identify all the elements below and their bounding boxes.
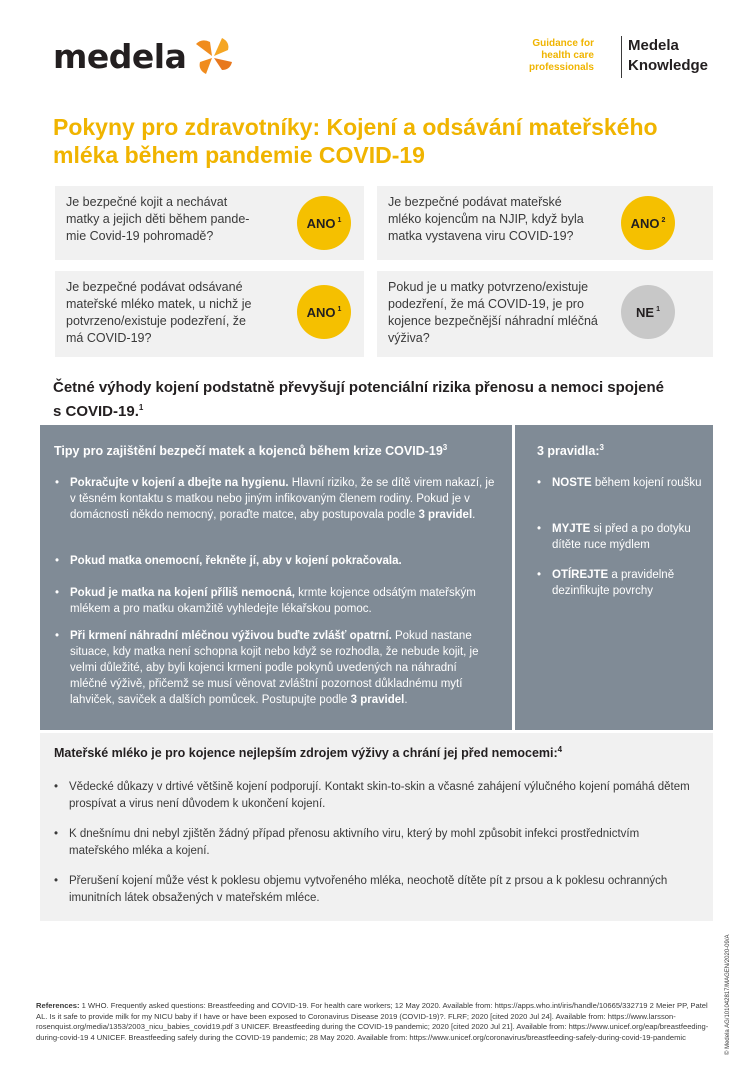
rule-text: a pravidelně dezinfikujte povrchy [552,569,675,597]
qa-line: matka vystavena viru COVID-19? [388,229,574,243]
guidance-line: professionals [528,62,594,73]
tip-bold: Pokud je matka na kojení příliš nemocná, [70,587,295,599]
qa-line: potvrzeno/existuje podezření, že [66,314,246,328]
answer-ref: 1 [337,216,342,224]
tip-bold: 3 pravidel [418,509,473,521]
qa-box [377,186,713,260]
rule-item [552,567,702,599]
qa-line: Pokud je u matky potvrzeno/existuje [388,280,589,294]
answer-ref: 1 [337,305,342,313]
qa-line: výživa? [388,331,430,345]
references [36,1001,719,1043]
tips-title-text: Tipy pro zajištění bezpečí matek a kojenců během krize COVID-19 [54,444,443,459]
milk-title [54,745,562,760]
guidance-label [504,38,594,74]
guidance-line: Guidance for [532,38,594,49]
brand-name: medela [53,36,187,76]
qa-box [55,186,364,260]
answer-badge [621,285,675,339]
references-label: References: [36,1001,80,1010]
tip-text: krmte kojence odsátým mateřským mlékem a pro matku okamžitě vyhledejte lékařskou pomoc. [70,587,476,615]
answer-badge [297,285,351,339]
qa-line: matky a jejich děti během pande- [66,212,250,226]
qa-line: Je bezpečné kojit a nechávat [66,195,228,209]
tip-item [70,475,495,523]
rule-bold: MYJTE [552,523,591,535]
rules-title-text: 3 pravidla: [537,444,600,459]
qa-box [377,271,713,357]
qa-line: kojence bezpečnější náhradní mléčná [388,314,598,328]
benefits-heading [53,378,713,422]
medela-logo [53,36,236,76]
answer-text: ANO [306,304,336,320]
qa-line: Je bezpečné podávat mateřské [388,195,562,209]
qa-box [55,271,364,357]
tip-item [70,628,495,708]
knowledge-line: Knowledge [628,57,709,74]
qa-line: Je bezpečné podávat odsávané [66,280,243,294]
benefits-line: Četné výhody kojení podstatně převyšují potenciální rizika přenosu a nemoci spojené [53,379,664,396]
tip-end: . [404,694,408,706]
references-text: 1 WHO. Frequently asked questions: Breastfeeding and COVID-19. For health care workers; 12 May 2020. Available from: https://apps.who.int/iris/handle/10665/332719 2 Meier PP, Patel AL. Is it safe to provide milk for my NICU baby if I have or have been exposed to Coronavirus Disease 2019 (COVID-19)?. FLRF; 2020 [cited 2020 Jul 24]. Available from: https://www.larsson-rosenquist.org/media/1353/2003_nicu_babies_covid19.pdf 3 UNICEF. Breastfeeding during the COVID-19 pandemic; 2020 [cited 2020 Jul 21]. Available from: https://www.unicef.org/eap/breastfeeding-during-covid-19 4 UNICEF. Breastfeeding safely during the COVID-19 pandemic; 28 May 2020. Available from: https://www.unicef.org/coronavirus/breastfeeding-safely-during-covid-19-pandemic [36,1001,709,1042]
answer-text: ANO [306,215,336,231]
answer-text: ANO [630,215,660,231]
page-title: Pokyny pro zdravotníky: Kojení a odsávání mateřského mléka během pandemie COVID-19 [53,114,658,168]
knowledge-line: Medela [628,37,679,54]
rule-text: si před a po dotyku dítěte ruce mýdlem [552,523,691,551]
tip-item [70,585,495,617]
tip-bold: Pokračujte v kojení a dbejte na hygienu. [70,477,289,489]
rule-bold: OTÍREJTE [552,569,609,581]
guidance-line: health care [541,50,594,61]
rule-bold: NOSTE [552,477,592,489]
milk-panel [40,733,713,921]
qa-question [66,279,252,347]
qa-line: mléko kojencům na NJIP, když byla [388,212,584,226]
milk-title-ref: 4 [557,745,563,754]
milk-item: • Přerušení kojení může vést k poklesu objemu vytvořeného mléka, neochotě dítěte pít z prsou a k poklesu ochranných imunitních látek obsažených v mateřském mléce. [69,873,699,907]
rule-item [552,475,702,491]
tip-item [70,553,495,569]
answer-ref: 1 [656,305,660,313]
milk-item: • K dnešnímu dni nebyl zjištěn žádný případ přenosu aktivního viru, který by mohl způsobit infekci prostřednictvím mateřského mléka a kojení. [69,826,699,860]
rule-text: během kojení roušku [591,477,702,489]
tip-bold: Pokud matka onemocní, řekněte jí, aby v kojení pokračovala. [70,555,402,567]
rules-panel [515,425,713,730]
answer-ref: 2 [661,216,666,224]
answer-badge [621,196,675,250]
tip-text: Pokud nastane situace, kdy matka není schopna kojit nebo když se rozhodla, že nebude kojit, je velmi důležité, aby byli kojenci krmeni podle pokynů uvedených na náhradní mléčné výživě, přičemž se musí věnovat zvláštní pozornost důkladnému mytí lahviček, saviček a dalších pomůcek. Postupujte podle [70,630,479,706]
qa-line: má COVID-19? [66,331,152,345]
medela-knowledge-label [628,36,708,76]
rules-title [537,443,604,458]
tips-title-ref: 3 [442,443,448,452]
header-divider [621,36,622,78]
tip-bold: 3 pravidel [350,694,405,706]
qa-line: mie Covid-19 pohromadě? [66,229,214,243]
qa-question [388,279,598,347]
tip-text: Hlavní riziko, že se dítě virem nakazí, je v těsném kontaktu s matkou nebo jiným infikovaným členem rodiny. Pokud je v domácnosti někdo nemocný, poraďte matce, aby postupovala podle [70,477,495,521]
milk-item: • Vědecké důkazy v drtivé většině kojení podporují. Kontakt skin-to-skin a včasné zahájení výlučného kojení pomáhá dětem prospívat a virus není důvodem k ukončení kojení. [69,779,699,813]
benefits-ref: 1 [138,403,144,412]
qa-question [388,194,584,245]
qa-line: mateřské mléko matek, u nichž je [66,297,252,311]
rule-item [552,521,702,553]
qa-question [66,194,249,245]
answer-text: NE [636,304,655,320]
rules-title-ref: 3 [599,443,604,452]
tip-end: . [472,509,476,521]
tips-title [54,443,447,458]
side-note: © Medela AG/101042817/MAGEN/2020-09/A [725,934,731,1055]
milk-title-text: Mateřské mléko je pro kojence nejlepším zdrojem výživy a chrání jej před nemocemi: [54,746,558,761]
qa-line: podezření, že má COVID-19, je pro [388,297,584,311]
tip-bold: Při krmení náhradní mléčnou výživou buďte zvlášť opatrní. [70,630,392,642]
medela-flower-icon [192,36,236,76]
answer-badge [297,196,351,250]
tips-panel [40,425,512,730]
benefits-line: s COVID-19. [53,403,139,420]
